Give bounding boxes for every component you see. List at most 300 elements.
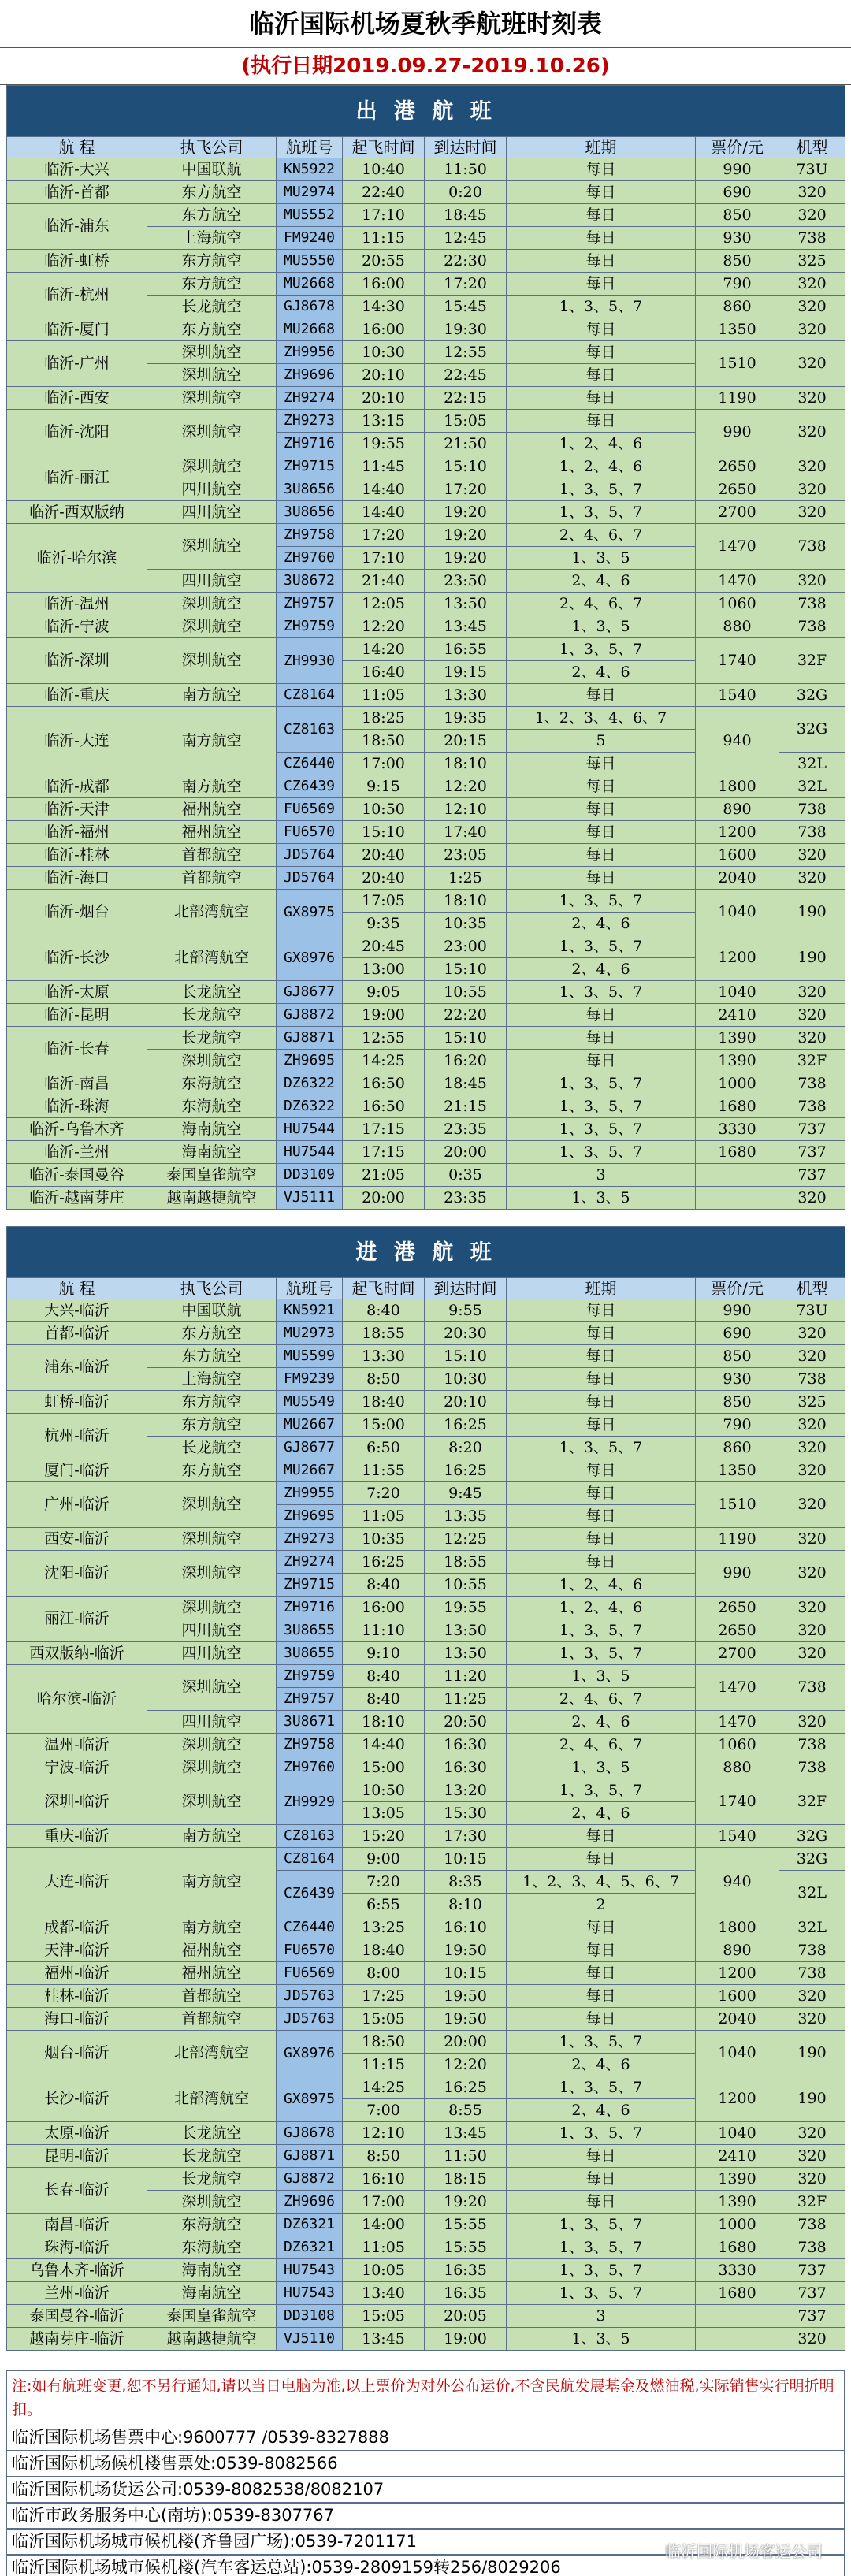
depart-cell: 20:40: [343, 844, 425, 867]
days-cell: 每日: [507, 1528, 696, 1551]
carrier-cell: 越南越捷航空: [147, 2328, 277, 2351]
arrive-cell: 10:35: [425, 913, 507, 935]
depart-cell: 17:20: [343, 524, 425, 547]
arrive-cell: 16:55: [425, 638, 507, 661]
arrive-cell: 10:55: [425, 1574, 507, 1597]
aircraft-cell: 320: [779, 387, 845, 410]
arrive-cell: 20:15: [425, 730, 507, 753]
price-cell: 990: [696, 410, 779, 455]
carrier-cell: 深圳航空: [147, 1597, 277, 1619]
flight-cell: ZH9929: [277, 1779, 343, 1825]
price-cell: 1200: [696, 2076, 779, 2122]
price-cell: 2410: [696, 2145, 779, 2168]
flight-cell: CZ6439: [277, 1871, 343, 1916]
flight-cell: HU7544: [277, 1141, 343, 1164]
price-cell: 890: [696, 1939, 779, 1962]
carrier-cell: 东海航空: [147, 2214, 277, 2236]
price-cell: 940: [696, 1848, 779, 1916]
carrier-cell: 福州航空: [147, 1939, 277, 1962]
col-price: 票价/元: [696, 137, 779, 158]
flight-cell: MU2667: [277, 1414, 343, 1437]
flight-row: [7, 1345, 845, 1368]
carrier-cell: 北部湾航空: [147, 890, 277, 935]
price-cell: 3330: [696, 1118, 779, 1141]
depart-cell: 11:15: [343, 2054, 425, 2076]
carrier-cell: 东方航空: [147, 1391, 277, 1414]
carrier-cell: 深圳航空: [147, 1779, 277, 1825]
carrier-cell: 海南航空: [147, 1141, 277, 1164]
arrive-cell: 16:35: [425, 2259, 507, 2282]
aircraft-cell: 738: [779, 1939, 845, 1962]
days-cell: 每日: [507, 2191, 696, 2214]
price-cell: 1040: [696, 981, 779, 1004]
price-cell: 3330: [696, 2259, 779, 2282]
route-cell: 临沂-兰州: [7, 1141, 147, 1164]
depart-cell: 16:25: [343, 1551, 425, 1574]
carrier-cell: 首都航空: [147, 867, 277, 890]
days-cell: 每日: [507, 1414, 696, 1437]
price-cell: 1510: [696, 1482, 779, 1528]
flight-cell: FU6569: [277, 798, 343, 821]
depart-cell: 20:40: [343, 867, 425, 890]
aircraft-cell: 737: [779, 2305, 845, 2328]
aircraft-cell: 32G: [779, 1825, 845, 1848]
contact-line: 临沂市政务服务中心(南坊):0539-8307767: [6, 2503, 845, 2529]
flight-cell: FU6570: [277, 1939, 343, 1962]
carrier-cell: 泰国皇雀航空: [147, 1164, 277, 1187]
carrier-cell: 中国联航: [147, 1299, 277, 1322]
flight-cell: ZH9930: [277, 638, 343, 684]
depart-cell: 15:00: [343, 1756, 425, 1779]
aircraft-cell: 190: [779, 935, 845, 981]
days-cell: 2、4、6、7: [507, 524, 696, 547]
flight-cell: FU6569: [277, 1962, 343, 1985]
flight-cell: GJ8677: [277, 981, 343, 1004]
arrive-cell: 23:00: [425, 935, 507, 958]
carrier-cell: 四川航空: [147, 1642, 277, 1665]
depart-cell: 19:00: [343, 1004, 425, 1027]
depart-cell: 11:45: [343, 455, 425, 478]
flight-cell: 3U8655: [277, 1642, 343, 1665]
flight-row: [7, 1756, 845, 1779]
carrier-cell: 深圳航空: [147, 2191, 277, 2214]
column-header-row: [7, 1278, 845, 1299]
aircraft-cell: 320: [779, 478, 845, 501]
flight-row: [7, 1095, 845, 1118]
arrive-cell: 23:35: [425, 1187, 507, 1210]
route-cell: 临沂-泰国曼谷: [7, 1164, 147, 1187]
flight-row: [7, 1164, 845, 1187]
days-cell: 每日: [507, 273, 696, 296]
days-cell: 1、3、5: [507, 547, 696, 570]
days-cell: 1、3、5、7: [507, 2282, 696, 2305]
flight-row: [7, 318, 845, 341]
days-cell: 1、3、5: [507, 615, 696, 638]
aircraft-cell: 738: [779, 1962, 845, 1985]
flight-cell: ZH9274: [277, 387, 343, 410]
aircraft-cell: 32F: [779, 1050, 845, 1072]
route-cell: 哈尔滨-临沂: [7, 1665, 147, 1734]
depart-cell: 10:50: [343, 798, 425, 821]
arrive-cell: 16:20: [425, 1050, 507, 1072]
arrive-cell: 19:30: [425, 318, 507, 341]
route-cell: 临沂-越南芽庄: [7, 1187, 147, 1210]
days-cell: 1、3、5: [507, 1756, 696, 1779]
depart-cell: 10:05: [343, 2259, 425, 2282]
depart-cell: 17:10: [343, 547, 425, 570]
flight-row: [7, 2236, 845, 2259]
col-flight: 航班号: [277, 137, 343, 158]
depart-cell: 18:50: [343, 730, 425, 753]
aircraft-cell: 738: [779, 1095, 845, 1118]
days-cell: 1、3、5、7: [507, 1619, 696, 1642]
depart-cell: 17:15: [343, 1118, 425, 1141]
arrivals-heading: 进 港 航 班: [7, 1227, 845, 1278]
days-cell: 每日: [507, 1825, 696, 1848]
days-cell: 每日: [507, 1345, 696, 1368]
carrier-cell: 长龙航空: [147, 1004, 277, 1027]
carrier-cell: 上海航空: [147, 1368, 277, 1391]
days-cell: 1、3、5、7: [507, 1642, 696, 1665]
aircraft-cell: 320: [779, 2145, 845, 2168]
depart-cell: 15:05: [343, 2008, 425, 2031]
arrive-cell: 11:20: [425, 1665, 507, 1688]
route-cell: 临沂-海口: [7, 867, 147, 890]
arrive-cell: 10:30: [425, 1368, 507, 1391]
arrive-cell: 16:35: [425, 2282, 507, 2305]
route-cell: 乌鲁木齐-临沂: [7, 2259, 147, 2282]
aircraft-cell: 32L: [779, 1916, 845, 1939]
arrive-cell: 22:45: [425, 364, 507, 387]
flight-row: [7, 1665, 845, 1688]
aircraft-cell: 32G: [779, 1848, 845, 1871]
arrive-cell: 20:10: [425, 1391, 507, 1414]
route-cell: 临沂-大连: [7, 707, 147, 775]
arrive-cell: 12:25: [425, 1528, 507, 1551]
price-cell: 1000: [696, 2214, 779, 2236]
flight-cell: ZH9716: [277, 1597, 343, 1619]
price-cell: 850: [696, 1345, 779, 1368]
route-cell: 天津-临沂: [7, 1939, 147, 1962]
depart-cell: 14:30: [343, 296, 425, 318]
arrive-cell: 17:40: [425, 821, 507, 844]
aircraft-cell: 738: [779, 1734, 845, 1756]
flight-cell: GJ8871: [277, 2145, 343, 2168]
carrier-cell: 深圳航空: [147, 1665, 277, 1711]
aircraft-cell: 737: [779, 1118, 845, 1141]
flight-row: [7, 1322, 845, 1345]
depart-cell: 16:10: [343, 2168, 425, 2191]
arrive-cell: 0:20: [425, 181, 507, 204]
days-cell: 5: [507, 730, 696, 753]
depart-cell: 12:20: [343, 615, 425, 638]
flight-cell: KN5922: [277, 158, 343, 181]
price-cell: 1350: [696, 1459, 779, 1482]
flight-row: [7, 1004, 845, 1027]
flight-cell: ZH9956: [277, 341, 343, 364]
price-cell: 1350: [696, 318, 779, 341]
depart-cell: 18:10: [343, 1711, 425, 1734]
days-cell: 每日: [507, 775, 696, 798]
flight-row: [7, 615, 845, 638]
flight-row: [7, 1597, 845, 1619]
arrive-cell: 8:55: [425, 2099, 507, 2122]
route-cell: 桂林-临沂: [7, 1985, 147, 2008]
aircraft-cell: 320: [779, 844, 845, 867]
flight-cell: MU5599: [277, 1345, 343, 1368]
flight-cell: DZ6321: [277, 2236, 343, 2259]
route-cell: 成都-临沂: [7, 1916, 147, 1939]
price-cell: 1190: [696, 1528, 779, 1551]
depart-cell: 15:00: [343, 1414, 425, 1437]
depart-cell: 13:40: [343, 2282, 425, 2305]
days-cell: 1、3、5、7: [507, 1072, 696, 1095]
arrive-cell: 17:30: [425, 1825, 507, 1848]
flight-row: [7, 2076, 845, 2099]
days-cell: 每日: [507, 250, 696, 273]
carrier-cell: 长龙航空: [147, 296, 277, 318]
price-cell: 880: [696, 1756, 779, 1779]
days-cell: 1、3、5: [507, 1665, 696, 1688]
route-cell: 泰国曼谷-临沂: [7, 2305, 147, 2328]
depart-cell: 21:05: [343, 1164, 425, 1187]
col-aircraft: 机型: [779, 137, 845, 158]
flight-cell: 3U8656: [277, 478, 343, 501]
col-route: 航 程: [7, 137, 147, 158]
depart-cell: 9:10: [343, 1642, 425, 1665]
depart-cell: 12:05: [343, 593, 425, 615]
aircraft-cell: 320: [779, 341, 845, 387]
price-cell: 690: [696, 1322, 779, 1345]
price-cell: 1680: [696, 2236, 779, 2259]
depart-cell: 10:50: [343, 1779, 425, 1802]
route-cell: 西安-临沂: [7, 1528, 147, 1551]
depart-cell: 9:35: [343, 913, 425, 935]
flight-row: [7, 1414, 845, 1437]
flight-cell: GJ8678: [277, 296, 343, 318]
carrier-cell: 深圳航空: [147, 638, 277, 684]
depart-cell: 9:05: [343, 981, 425, 1004]
arrive-cell: 11:25: [425, 1688, 507, 1711]
flight-cell: DZ6321: [277, 2214, 343, 2236]
days-cell: 每日: [507, 1368, 696, 1391]
carrier-cell: 首都航空: [147, 1985, 277, 2008]
flight-cell: MU5552: [277, 204, 343, 227]
route-cell: 临沂-虹桥: [7, 250, 147, 273]
carrier-cell: 东方航空: [147, 273, 277, 296]
flight-cell: DD3108: [277, 2305, 343, 2328]
depart-cell: 7:20: [343, 1871, 425, 1894]
flight-row: [7, 410, 845, 433]
arrive-cell: 15:55: [425, 2214, 507, 2236]
days-cell: 1、2、4、6: [507, 1574, 696, 1597]
route-cell: 广州-临沂: [7, 1482, 147, 1528]
flight-row: [7, 387, 845, 410]
price-cell: 1470: [696, 524, 779, 570]
aircraft-cell: 738: [779, 798, 845, 821]
arrive-cell: 19:20: [425, 501, 507, 524]
arrive-cell: 19:50: [425, 1939, 507, 1962]
arrive-cell: 8:10: [425, 1894, 507, 1916]
aircraft-cell: 190: [779, 2076, 845, 2122]
col-arrive: 到达时间: [425, 1278, 507, 1299]
depart-cell: 17:05: [343, 890, 425, 913]
days-cell: 2、4、6: [507, 2099, 696, 2122]
flight-row: [7, 890, 845, 913]
arrive-cell: 20:00: [425, 2031, 507, 2054]
route-cell: 西双版纳-临沂: [7, 1642, 147, 1665]
days-cell: 1、3、5: [507, 1187, 696, 1210]
price-cell: 990: [696, 1299, 779, 1322]
price-cell: 1470: [696, 1711, 779, 1734]
carrier-cell: 深圳航空: [147, 1734, 277, 1756]
flight-row: [7, 1551, 845, 1574]
depart-cell: 17:00: [343, 2191, 425, 2214]
depart-cell: 16:50: [343, 1095, 425, 1118]
arrive-cell: 15:10: [425, 455, 507, 478]
price-cell: 2700: [696, 501, 779, 524]
days-cell: 3: [507, 2305, 696, 2328]
aircraft-cell: 320: [779, 1551, 845, 1597]
flight-cell: HU7543: [277, 2282, 343, 2305]
depart-cell: 13:30: [343, 1345, 425, 1368]
carrier-cell: 东方航空: [147, 1345, 277, 1368]
days-cell: 每日: [507, 2168, 696, 2191]
effective-period: (执行日期2019.09.27-2019.10.26): [0, 47, 851, 85]
carrier-cell: 首都航空: [147, 2008, 277, 2031]
aircraft-cell: 738: [779, 1756, 845, 1779]
price-cell: 930: [696, 227, 779, 250]
flight-row: [7, 1642, 845, 1665]
aircraft-cell: 32F: [779, 1779, 845, 1825]
price-cell: 1740: [696, 638, 779, 684]
arrive-cell: 13:50: [425, 593, 507, 615]
flight-cell: 3U8656: [277, 501, 343, 524]
aircraft-cell: 320: [779, 867, 845, 890]
aircraft-cell: 738: [779, 2214, 845, 2236]
aircraft-cell: 32L: [779, 753, 845, 775]
route-cell: 临沂-重庆: [7, 684, 147, 707]
flight-cell: CZ6440: [277, 1916, 343, 1939]
days-cell: 每日: [507, 1939, 696, 1962]
departures-heading: 出 港 航 班: [7, 86, 845, 137]
flight-row: [7, 2305, 845, 2328]
price-cell: 880: [696, 615, 779, 638]
flight-row: [7, 638, 845, 661]
days-cell: 每日: [507, 341, 696, 364]
flight-cell: ZH9696: [277, 364, 343, 387]
carrier-cell: 深圳航空: [147, 524, 277, 570]
days-cell: 2、4、6、7: [507, 1688, 696, 1711]
route-cell: 临沂-哈尔滨: [7, 524, 147, 593]
aircraft-cell: 320: [779, 1619, 845, 1642]
aircraft-cell: 320: [779, 181, 845, 204]
carrier-cell: 中国联航: [147, 158, 277, 181]
arrive-cell: 13:20: [425, 1779, 507, 1802]
contact-line: 临沂国际机场售票中心:9600777 /0539-8327888: [6, 2425, 845, 2451]
price-cell: 2650: [696, 478, 779, 501]
days-cell: 每日: [507, 410, 696, 433]
arrive-cell: 18:55: [425, 1551, 507, 1574]
flight-cell: DZ6322: [277, 1072, 343, 1095]
route-cell: 临沂-西安: [7, 387, 147, 410]
aircraft-cell: 320: [779, 1414, 845, 1437]
route-cell: 大兴-临沂: [7, 1299, 147, 1322]
days-cell: 每日: [507, 1050, 696, 1072]
flight-row: [7, 2259, 845, 2282]
price-cell: 1540: [696, 684, 779, 707]
flight-cell: MU2667: [277, 1459, 343, 1482]
days-cell: 2、4、6: [507, 1711, 696, 1734]
aircraft-cell: 190: [779, 2031, 845, 2076]
route-cell: 虹桥-临沂: [7, 1391, 147, 1414]
flight-cell: MU5550: [277, 250, 343, 273]
depart-cell: 21:40: [343, 570, 425, 593]
carrier-cell: 四川航空: [147, 1619, 277, 1642]
arrive-cell: 18:10: [425, 753, 507, 775]
flight-cell: 3U8671: [277, 1711, 343, 1734]
flight-cell: JD5764: [277, 867, 343, 890]
flight-row: [7, 2168, 845, 2191]
route-cell: 临沂-宁波: [7, 615, 147, 638]
aircraft-cell: 320: [779, 1187, 845, 1210]
price-cell: 1390: [696, 2191, 779, 2214]
arrive-cell: 19:35: [425, 707, 507, 730]
arrive-cell: 9:45: [425, 1482, 507, 1505]
aircraft-cell: 32F: [779, 638, 845, 684]
flight-cell: GJ8678: [277, 2122, 343, 2145]
aircraft-cell: 320: [779, 1459, 845, 1482]
depart-cell: 17:10: [343, 204, 425, 227]
flight-cell: GJ8871: [277, 1027, 343, 1050]
route-cell: 临沂-首都: [7, 181, 147, 204]
price-cell: 1390: [696, 2168, 779, 2191]
aircraft-cell: 320: [779, 570, 845, 593]
arrive-cell: 16:25: [425, 1414, 507, 1437]
depart-cell: 6:55: [343, 1894, 425, 1916]
aircraft-cell: 320: [779, 1597, 845, 1619]
arrive-cell: 12:45: [425, 227, 507, 250]
depart-cell: 18:50: [343, 2031, 425, 2054]
carrier-cell: 南方航空: [147, 707, 277, 775]
days-cell: 1、3、5、7: [507, 296, 696, 318]
price-cell: [696, 2328, 779, 2351]
route-cell: 首都-临沂: [7, 1322, 147, 1345]
flight-cell: JD5763: [277, 2008, 343, 2031]
depart-cell: 19:55: [343, 433, 425, 455]
arrive-cell: 8:20: [425, 1437, 507, 1459]
carrier-cell: 东方航空: [147, 204, 277, 227]
flight-row: [7, 867, 845, 890]
flight-row: [7, 2328, 845, 2351]
days-cell: 1、3、5、7: [507, 1141, 696, 1164]
days-cell: 每日: [507, 387, 696, 410]
aircraft-cell: 73U: [779, 1299, 845, 1322]
route-cell: 临沂-长沙: [7, 935, 147, 981]
arrive-cell: 15:10: [425, 958, 507, 981]
aircraft-cell: 737: [779, 2259, 845, 2282]
price-cell: 1600: [696, 844, 779, 867]
days-cell: 1、2、4、6: [507, 1597, 696, 1619]
flight-cell: JD5764: [277, 844, 343, 867]
route-cell: 临沂-天津: [7, 798, 147, 821]
flight-row: [7, 1939, 845, 1962]
depart-cell: 15:20: [343, 1825, 425, 1848]
flight-row: [7, 707, 845, 730]
arrive-cell: 0:35: [425, 1164, 507, 1187]
flight-row: [7, 1141, 845, 1164]
route-cell: 临沂-福州: [7, 821, 147, 844]
